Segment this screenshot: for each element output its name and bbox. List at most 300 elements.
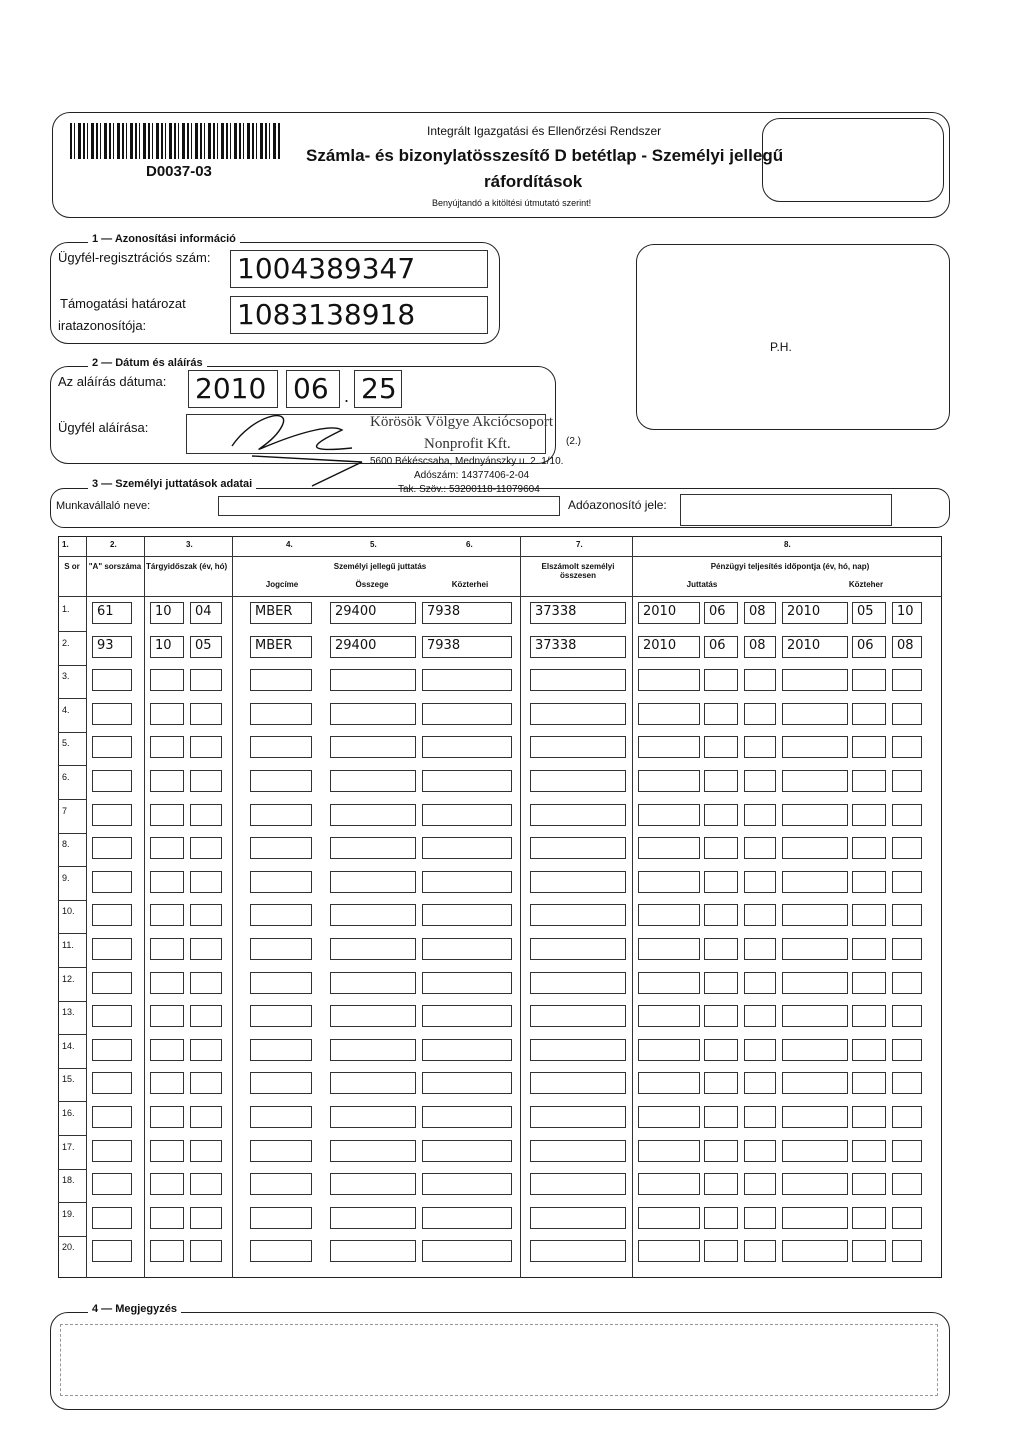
osszeg-cell[interactable]	[330, 972, 416, 994]
juttatas-year-cell[interactable]	[638, 938, 700, 960]
kozteher-cell[interactable]	[422, 1072, 512, 1094]
remarks-field[interactable]	[60, 1324, 938, 1396]
elszamolt-cell[interactable]	[530, 703, 626, 725]
kozteher-year-cell[interactable]	[782, 871, 848, 893]
osszeg-cell[interactable]	[330, 938, 416, 960]
kozteher-month-cell[interactable]	[852, 770, 886, 792]
period-year-cell[interactable]: 10	[150, 602, 184, 624]
juttatas-year-cell[interactable]	[638, 1005, 700, 1027]
osszeg-cell[interactable]	[330, 770, 416, 792]
elszamolt-cell[interactable]	[530, 871, 626, 893]
col-number-7: 7.	[576, 540, 583, 549]
header-sorszam: S or	[64, 562, 80, 571]
kozteher-month-cell[interactable]	[852, 904, 886, 926]
kozteher-day-cell[interactable]: 08	[892, 636, 922, 658]
juttatas-month-cell[interactable]	[704, 1005, 738, 1027]
juttatas-day-cell[interactable]	[744, 1039, 776, 1061]
jogcim-cell[interactable]	[250, 1173, 312, 1195]
kozteher-year-cell[interactable]	[782, 669, 848, 691]
kozteher-month-cell[interactable]: 06	[852, 636, 886, 658]
juttatas-month-cell[interactable]	[704, 938, 738, 960]
kozteher-day-cell[interactable]	[892, 804, 922, 826]
kozteher-year-cell[interactable]	[782, 736, 848, 758]
period-month-cell[interactable]	[190, 1240, 222, 1262]
elszamolt-cell[interactable]: 37338	[530, 602, 626, 624]
section1-title: 1 — Azonosítási információ	[88, 233, 240, 245]
kozteher-cell[interactable]	[422, 972, 512, 994]
period-month-cell[interactable]	[190, 972, 222, 994]
jogcim-cell[interactable]	[250, 1140, 312, 1162]
a-sorszam-cell[interactable]	[92, 736, 132, 758]
juttatas-month-cell[interactable]	[704, 804, 738, 826]
jogcim-cell[interactable]	[250, 703, 312, 725]
kozteher-day-cell[interactable]	[892, 669, 922, 691]
elszamolt-cell[interactable]: 37338	[530, 636, 626, 658]
kozteher-year-cell[interactable]	[782, 1106, 848, 1128]
row-number: 4.	[62, 705, 70, 715]
juttatas-year-cell[interactable]	[638, 1173, 700, 1195]
kozteher-day-cell[interactable]	[892, 1005, 922, 1027]
juttatas-day-cell[interactable]	[744, 1240, 776, 1262]
date-month-field[interactable]: 06	[286, 370, 340, 408]
period-month-cell[interactable]: 04	[190, 602, 222, 624]
a-sorszam-cell[interactable]	[92, 669, 132, 691]
kozteher-year-cell[interactable]	[782, 938, 848, 960]
kozteher-month-cell[interactable]	[852, 1207, 886, 1229]
kozteher-day-cell[interactable]	[892, 1072, 922, 1094]
row-number: 16.	[62, 1108, 75, 1118]
period-month-cell[interactable]	[190, 669, 222, 691]
kozteher-year-cell[interactable]	[782, 837, 848, 859]
kozteher-year-cell[interactable]	[782, 1005, 848, 1027]
jogcim-cell[interactable]	[250, 770, 312, 792]
osszeg-cell[interactable]	[330, 703, 416, 725]
kozteher-year-cell[interactable]	[782, 1173, 848, 1195]
osszeg-cell[interactable]	[330, 1106, 416, 1128]
period-month-cell[interactable]	[190, 904, 222, 926]
kozteher-day-cell[interactable]	[892, 904, 922, 926]
col-divider-2	[144, 536, 145, 1278]
a-sorszam-cell[interactable]	[92, 1005, 132, 1027]
elszamolt-cell[interactable]	[530, 804, 626, 826]
juttatas-month-cell[interactable]	[704, 972, 738, 994]
juttatas-month-cell[interactable]	[704, 669, 738, 691]
row-number: 2.	[62, 638, 70, 648]
jogcim-cell[interactable]	[250, 1039, 312, 1061]
period-month-cell[interactable]: 05	[190, 636, 222, 658]
osszeg-cell[interactable]	[330, 1207, 416, 1229]
osszeg-cell[interactable]	[330, 904, 416, 926]
juttatas-month-cell[interactable]	[704, 703, 738, 725]
juttatas-day-cell[interactable]	[744, 736, 776, 758]
elszamolt-cell[interactable]	[530, 1240, 626, 1262]
period-year-cell[interactable]	[150, 871, 184, 893]
juttatas-year-cell[interactable]	[638, 837, 700, 859]
a-sorszam-cell[interactable]	[92, 1039, 132, 1061]
kozteher-day-cell[interactable]: 10	[892, 602, 922, 624]
juttatas-day-cell[interactable]	[744, 1072, 776, 1094]
a-sorszam-cell[interactable]	[92, 1173, 132, 1195]
date-day-field[interactable]: 25	[354, 370, 402, 408]
row-divider	[58, 1169, 86, 1170]
period-month-cell[interactable]	[190, 736, 222, 758]
jogcim-cell[interactable]	[250, 669, 312, 691]
period-month-cell[interactable]	[190, 703, 222, 725]
juttatas-day-cell[interactable]: 08	[744, 602, 776, 624]
period-month-cell[interactable]	[190, 938, 222, 960]
juttatas-day-cell[interactable]	[744, 770, 776, 792]
osszeg-cell[interactable]	[330, 837, 416, 859]
kozteher-day-cell[interactable]	[892, 871, 922, 893]
a-sorszam-cell[interactable]	[92, 770, 132, 792]
juttatas-year-cell[interactable]	[638, 1240, 700, 1262]
kozteher-year-cell[interactable]	[782, 972, 848, 994]
kozteher-day-cell[interactable]	[892, 703, 922, 725]
kozteher-month-cell[interactable]	[852, 736, 886, 758]
juttatas-month-cell[interactable]	[704, 1173, 738, 1195]
kozteher-year-cell[interactable]	[782, 703, 848, 725]
juttatas-month-cell[interactable]	[704, 1072, 738, 1094]
juttatas-day-cell[interactable]: 08	[744, 636, 776, 658]
header-elszamolt: Elszámolt személyi összesen	[541, 562, 615, 580]
kozteher-cell[interactable]: 7938	[422, 602, 512, 624]
osszeg-cell[interactable]: 29400	[330, 636, 416, 658]
juttatas-year-cell[interactable]	[638, 904, 700, 926]
osszeg-cell[interactable]: 29400	[330, 602, 416, 624]
kozteher-year-cell[interactable]	[782, 1240, 848, 1262]
period-year-cell[interactable]	[150, 770, 184, 792]
kozteher-day-cell[interactable]	[892, 1039, 922, 1061]
period-year-cell[interactable]	[150, 1173, 184, 1195]
a-sorszam-cell[interactable]	[92, 1106, 132, 1128]
kozteher-month-cell[interactable]	[852, 1039, 886, 1061]
kozteher-cell[interactable]	[422, 1039, 512, 1061]
jogcim-cell[interactable]	[250, 837, 312, 859]
period-month-cell[interactable]	[190, 1207, 222, 1229]
kozteher-year-cell[interactable]	[782, 770, 848, 792]
juttatas-month-cell[interactable]	[704, 770, 738, 792]
a-sorszam-cell[interactable]	[92, 972, 132, 994]
period-month-cell[interactable]	[190, 804, 222, 826]
period-month-cell[interactable]	[190, 871, 222, 893]
juttatas-month-cell[interactable]	[704, 1140, 738, 1162]
kozteher-cell[interactable]	[422, 938, 512, 960]
date-year-field[interactable]: 2010	[188, 370, 278, 408]
kozteher-month-cell[interactable]	[852, 804, 886, 826]
period-month-cell[interactable]	[190, 1072, 222, 1094]
period-month-cell[interactable]	[190, 770, 222, 792]
juttatas-day-cell[interactable]	[744, 1005, 776, 1027]
kozteher-month-cell[interactable]	[852, 1140, 886, 1162]
juttatas-month-cell[interactable]: 06	[704, 636, 738, 658]
juttatas-day-cell[interactable]	[744, 703, 776, 725]
jogcim-cell[interactable]: MBER	[250, 602, 312, 624]
jogcim-cell[interactable]	[250, 871, 312, 893]
osszeg-cell[interactable]	[330, 871, 416, 893]
a-sorszam-cell[interactable]	[92, 703, 132, 725]
a-sorszam-cell[interactable]	[92, 1240, 132, 1262]
juttatas-day-cell[interactable]	[744, 871, 776, 893]
a-sorszam-cell[interactable]	[92, 871, 132, 893]
a-sorszam-cell[interactable]	[92, 1072, 132, 1094]
juttatas-day-cell[interactable]	[744, 972, 776, 994]
kozteher-year-cell[interactable]: 2010	[782, 602, 848, 624]
juttatas-year-cell[interactable]: 2010	[638, 602, 700, 624]
row-divider	[58, 866, 86, 867]
row-divider	[58, 665, 86, 666]
kozteher-cell[interactable]	[422, 1207, 512, 1229]
col-number-6: 6.	[466, 540, 473, 549]
kozteher-cell[interactable]	[422, 736, 512, 758]
jogcim-cell[interactable]	[250, 804, 312, 826]
kozteher-day-cell[interactable]	[892, 736, 922, 758]
kozteher-year-cell[interactable]	[782, 804, 848, 826]
elszamolt-cell[interactable]	[530, 837, 626, 859]
juttatas-day-cell[interactable]	[744, 1140, 776, 1162]
juttatas-month-cell[interactable]	[704, 871, 738, 893]
elszamolt-cell[interactable]	[530, 1106, 626, 1128]
section4-title: 4 — Megjegyzés	[88, 1303, 181, 1315]
juttatas-year-cell[interactable]	[638, 972, 700, 994]
juttatas-month-cell[interactable]	[704, 736, 738, 758]
juttatas-month-cell[interactable]: 06	[704, 602, 738, 624]
juttatas-year-cell[interactable]	[638, 736, 700, 758]
juttatas-year-cell[interactable]	[638, 804, 700, 826]
period-year-cell[interactable]	[150, 804, 184, 826]
elszamolt-cell[interactable]	[530, 972, 626, 994]
kozteher-cell[interactable]	[422, 837, 512, 859]
header-kozteher: Közterhei	[451, 580, 489, 589]
kozteher-year-cell[interactable]: 2010	[782, 636, 848, 658]
juttatas-month-cell[interactable]	[704, 1106, 738, 1128]
col-number-5: 5.	[370, 540, 377, 549]
kozteher-month-cell[interactable]	[852, 703, 886, 725]
period-year-cell[interactable]	[150, 1140, 184, 1162]
kozteher-cell[interactable]	[422, 904, 512, 926]
period-year-cell[interactable]	[150, 669, 184, 691]
kozteher-day-cell[interactable]	[892, 1173, 922, 1195]
kozteher-cell[interactable]	[422, 1106, 512, 1128]
page-title-line1: Számla- és bizonylatösszesítő D betétlap - Személyi jellegű	[306, 146, 784, 165]
period-month-cell[interactable]	[190, 1140, 222, 1162]
elszamolt-cell[interactable]	[530, 1140, 626, 1162]
kozteher-month-cell[interactable]	[852, 1106, 886, 1128]
osszeg-cell[interactable]	[330, 669, 416, 691]
period-year-cell[interactable]	[150, 904, 184, 926]
period-month-cell[interactable]	[190, 1173, 222, 1195]
row-number: 7	[62, 806, 68, 816]
period-year-cell[interactable]	[150, 972, 184, 994]
jogcim-cell[interactable]	[250, 1072, 312, 1094]
kozteher-cell[interactable]	[422, 1140, 512, 1162]
period-month-cell[interactable]	[190, 837, 222, 859]
barcode-id: D0037-03	[146, 163, 212, 180]
juttatas-day-cell[interactable]	[744, 669, 776, 691]
juttatas-day-cell[interactable]	[744, 904, 776, 926]
elszamolt-cell[interactable]	[530, 770, 626, 792]
kozteher-month-cell[interactable]	[852, 669, 886, 691]
elszamolt-cell[interactable]	[530, 1072, 626, 1094]
row-number: 9.	[62, 873, 70, 883]
period-year-cell[interactable]	[150, 1072, 184, 1094]
a-sorszam-cell[interactable]	[92, 1140, 132, 1162]
period-year-cell[interactable]: 10	[150, 636, 184, 658]
kozteher-cell[interactable]	[422, 770, 512, 792]
kozteher-year-cell[interactable]	[782, 1140, 848, 1162]
kozteher-cell[interactable]	[422, 1005, 512, 1027]
juttatas-day-cell[interactable]	[744, 1173, 776, 1195]
osszeg-cell[interactable]	[330, 1005, 416, 1027]
kozteher-year-cell[interactable]	[782, 1207, 848, 1229]
osszeg-cell[interactable]	[330, 1240, 416, 1262]
period-year-cell[interactable]	[150, 736, 184, 758]
osszeg-cell[interactable]	[330, 1173, 416, 1195]
row-number: 13.	[62, 1007, 75, 1017]
kozteher-year-cell[interactable]	[782, 1072, 848, 1094]
jogcim-cell[interactable]	[250, 1005, 312, 1027]
jogcim-cell[interactable]	[250, 1240, 312, 1262]
jogcim-cell[interactable]	[250, 938, 312, 960]
row-number: 19.	[62, 1209, 75, 1219]
juttatas-year-cell[interactable]: 2010	[638, 636, 700, 658]
kozteher-day-cell[interactable]	[892, 972, 922, 994]
date-label: Az aláírás dátuma:	[58, 374, 167, 389]
juttatas-month-cell[interactable]	[704, 1207, 738, 1229]
kozteher-cell[interactable]	[422, 669, 512, 691]
period-year-cell[interactable]	[150, 938, 184, 960]
period-year-cell[interactable]	[150, 1240, 184, 1262]
kozteher-cell[interactable]	[422, 703, 512, 725]
juttatas-day-cell[interactable]	[744, 938, 776, 960]
a-sorszam-cell[interactable]	[92, 837, 132, 859]
decision-label-1: Támogatási határozat	[60, 296, 186, 311]
period-year-cell[interactable]	[150, 1106, 184, 1128]
a-sorszam-cell[interactable]	[92, 1207, 132, 1229]
a-sorszam-cell[interactable]	[92, 904, 132, 926]
kozteher-cell[interactable]	[422, 1173, 512, 1195]
osszeg-cell[interactable]	[330, 1039, 416, 1061]
kozteher-year-cell[interactable]	[782, 904, 848, 926]
kozteher-cell[interactable]	[422, 871, 512, 893]
elszamolt-cell[interactable]	[530, 904, 626, 926]
period-year-cell[interactable]	[150, 1005, 184, 1027]
juttatas-day-cell[interactable]	[744, 804, 776, 826]
jogcim-cell[interactable]	[250, 1106, 312, 1128]
kozteher-day-cell[interactable]	[892, 1207, 922, 1229]
kozteher-day-cell[interactable]	[892, 938, 922, 960]
osszeg-cell[interactable]	[330, 1072, 416, 1094]
juttatas-year-cell[interactable]	[638, 1207, 700, 1229]
elszamolt-cell[interactable]	[530, 1173, 626, 1195]
osszeg-cell[interactable]	[330, 804, 416, 826]
juttatas-year-cell[interactable]	[638, 871, 700, 893]
a-sorszam-cell[interactable]	[92, 938, 132, 960]
juttatas-month-cell[interactable]	[704, 904, 738, 926]
col-divider-4	[520, 536, 521, 1278]
kozteher-year-cell[interactable]	[782, 1039, 848, 1061]
kozteher-month-cell[interactable]	[852, 972, 886, 994]
kozteher-month-cell[interactable]	[852, 871, 886, 893]
period-month-cell[interactable]	[190, 1005, 222, 1027]
kozteher-day-cell[interactable]	[892, 1240, 922, 1262]
row-divider	[58, 698, 86, 699]
juttatas-year-cell[interactable]	[638, 1106, 700, 1128]
elszamolt-cell[interactable]	[530, 1039, 626, 1061]
period-year-cell[interactable]	[150, 1039, 184, 1061]
decision-label-2: iratazonosítója:	[58, 318, 147, 333]
juttatas-year-cell[interactable]	[638, 1039, 700, 1061]
kozteher-cell[interactable]	[422, 804, 512, 826]
juttatas-year-cell[interactable]	[638, 1072, 700, 1094]
elszamolt-cell[interactable]	[530, 1005, 626, 1027]
section3-title: 3 — Személyi juttatások adatai	[88, 478, 256, 490]
kozteher-month-cell[interactable]: 05	[852, 602, 886, 624]
a-sorszam-cell[interactable]: 93	[92, 636, 132, 658]
elszamolt-cell[interactable]	[530, 938, 626, 960]
juttatas-month-cell[interactable]	[704, 1240, 738, 1262]
client-reg-field[interactable]: 1004389347	[230, 250, 488, 288]
kozteher-day-cell[interactable]	[892, 1106, 922, 1128]
juttatas-day-cell[interactable]	[744, 1106, 776, 1128]
period-year-cell[interactable]	[150, 1207, 184, 1229]
a-sorszam-cell[interactable]	[92, 804, 132, 826]
jogcim-cell[interactable]: MBER	[250, 636, 312, 658]
kozteher-month-cell[interactable]	[852, 1072, 886, 1094]
row-divider	[58, 1101, 86, 1102]
company-stamp-line5: Tak. Szöv.: 53200118-11079604	[398, 484, 540, 495]
row-divider	[58, 1135, 86, 1136]
juttatas-month-cell[interactable]	[704, 1039, 738, 1061]
jogcim-cell[interactable]	[250, 972, 312, 994]
decision-id-field[interactable]: 1083138918	[230, 296, 488, 334]
juttatas-day-cell[interactable]	[744, 1207, 776, 1229]
period-year-cell[interactable]	[150, 703, 184, 725]
kozteher-month-cell[interactable]	[852, 1005, 886, 1027]
row-divider	[58, 1001, 86, 1002]
elszamolt-cell[interactable]	[530, 669, 626, 691]
a-sorszam-cell[interactable]: 61	[92, 602, 132, 624]
elszamolt-cell[interactable]	[530, 1207, 626, 1229]
kozteher-month-cell[interactable]	[852, 938, 886, 960]
osszeg-cell[interactable]	[330, 1140, 416, 1162]
period-month-cell[interactable]	[190, 1039, 222, 1061]
kozteher-month-cell[interactable]	[852, 837, 886, 859]
jogcim-cell[interactable]	[250, 736, 312, 758]
juttatas-year-cell[interactable]	[638, 669, 700, 691]
juttatas-year-cell[interactable]	[638, 1140, 700, 1162]
kozteher-day-cell[interactable]	[892, 1140, 922, 1162]
tax-id-field[interactable]	[680, 494, 892, 526]
kozteher-month-cell[interactable]	[852, 1240, 886, 1262]
kozteher-cell[interactable]	[422, 1240, 512, 1262]
kozteher-cell[interactable]: 7938	[422, 636, 512, 658]
juttatas-year-cell[interactable]	[638, 703, 700, 725]
period-year-cell[interactable]	[150, 837, 184, 859]
osszeg-cell[interactable]	[330, 736, 416, 758]
period-month-cell[interactable]	[190, 1106, 222, 1128]
kozteher-day-cell[interactable]	[892, 837, 922, 859]
kozteher-day-cell[interactable]	[892, 770, 922, 792]
kozteher-month-cell[interactable]	[852, 1173, 886, 1195]
juttatas-year-cell[interactable]	[638, 770, 700, 792]
header-kozteher2: Közteher	[848, 580, 884, 589]
elszamolt-cell[interactable]	[530, 736, 626, 758]
juttatas-day-cell[interactable]	[744, 837, 776, 859]
jogcim-cell[interactable]	[250, 904, 312, 926]
juttatas-month-cell[interactable]	[704, 837, 738, 859]
jogcim-cell[interactable]	[250, 1207, 312, 1229]
employee-name-field[interactable]	[218, 496, 560, 516]
